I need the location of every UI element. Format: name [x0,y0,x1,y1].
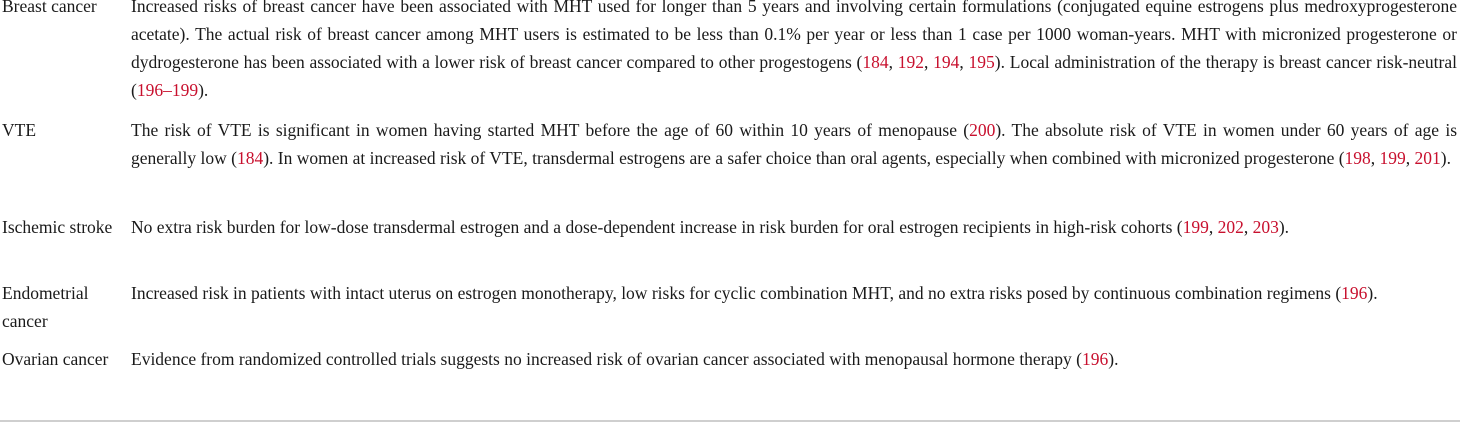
description-text: , [924,52,934,72]
description-text: Increased risk in patients with intact uterus on estrogen monotherapy, low risks for cyclic combination MHT, and no extra risks posed by continuous combination regimens ( [131,283,1342,303]
description-text: , [888,52,898,72]
reference-link[interactable]: 184 [236,148,264,168]
description-text: ). [1367,283,1378,303]
description-text: ). In women at increased risk of VTE, transdermal estrogens are a safer choice than oral agents, especially when combined with micronized progesterone ( [263,148,1345,168]
row-description [131,116,1457,172]
description-text: The risk of VTE is significant in women having started MHT before the age of 60 within 10 years of menopause ( [131,120,970,140]
row-description [131,213,1457,241]
description-text: No extra risk burden for low-dose transdermal estrogen and a dose-dependent increase in risk burden for oral estrogen recipients in high-risk cohorts ( [131,217,1183,237]
row-description [131,279,1457,307]
reference-link[interactable]: 196 [1341,283,1368,303]
description-text: Increased risks of breast cancer have been associated with MHT used for longer than 5 years and involving certain formulations (conjugated equine estrogens plus medroxyprogesterone acetate). The actual risk of breast cancer among MHT users is estimated to be less than 0.1% per year or less than 1 case per 1000 woman-years. MHT with micronized progesterone or dydrogesterone has been associated with a lower risk of breast cancer compared to other progestogens ( [131,0,1457,72]
reference-link[interactable]: 195 [968,52,995,72]
description-text: , [1370,148,1380,168]
description-text: , [1208,217,1218,237]
row-term: Breast cancer [2,0,97,16]
reference-link[interactable]: 198 [1344,148,1371,168]
description-text: , [1243,217,1253,237]
description-text: , [1405,148,1415,168]
reference-link[interactable]: 199 [1379,148,1406,168]
reference-link[interactable]: 202 [1217,217,1244,237]
reference-link[interactable]: 199 [1182,217,1209,237]
reference-link[interactable]: 196–199 [136,80,199,100]
reference-link[interactable]: 196 [1082,349,1109,369]
description-text: Evidence from randomized controlled trials suggests no increased risk of ovarian cancer associated with menopausal hormone therapy ( [131,349,1082,369]
row-term: VTE [2,120,37,140]
reference-link[interactable]: 184 [862,52,889,72]
description-text: ). [1440,148,1451,168]
description-text: ). [198,80,209,100]
reference-link[interactable]: 203 [1252,217,1279,237]
row-description [131,0,1457,104]
description-text: , [959,52,969,72]
reference-link[interactable]: 192 [897,52,924,72]
description-text: ). [1278,217,1290,237]
reference-link[interactable]: 201 [1414,148,1441,168]
row-term: Endometrial cancer [2,283,89,331]
table-bottom-rule [0,420,1460,422]
row-description [131,345,1457,373]
row-term: Ischemic stroke [2,217,113,237]
description-text: ). Local administration of the therapy is breast cancer risk-neutral ( [131,52,1458,100]
row-term: Ovarian cancer [2,349,109,369]
description-text: ). [1108,349,1119,369]
reference-link[interactable]: 200 [969,120,996,140]
reference-link[interactable]: 194 [933,52,960,72]
description-text: ). The absolute risk of VTE in women under 60 years of age is generally low ( [131,120,1458,168]
